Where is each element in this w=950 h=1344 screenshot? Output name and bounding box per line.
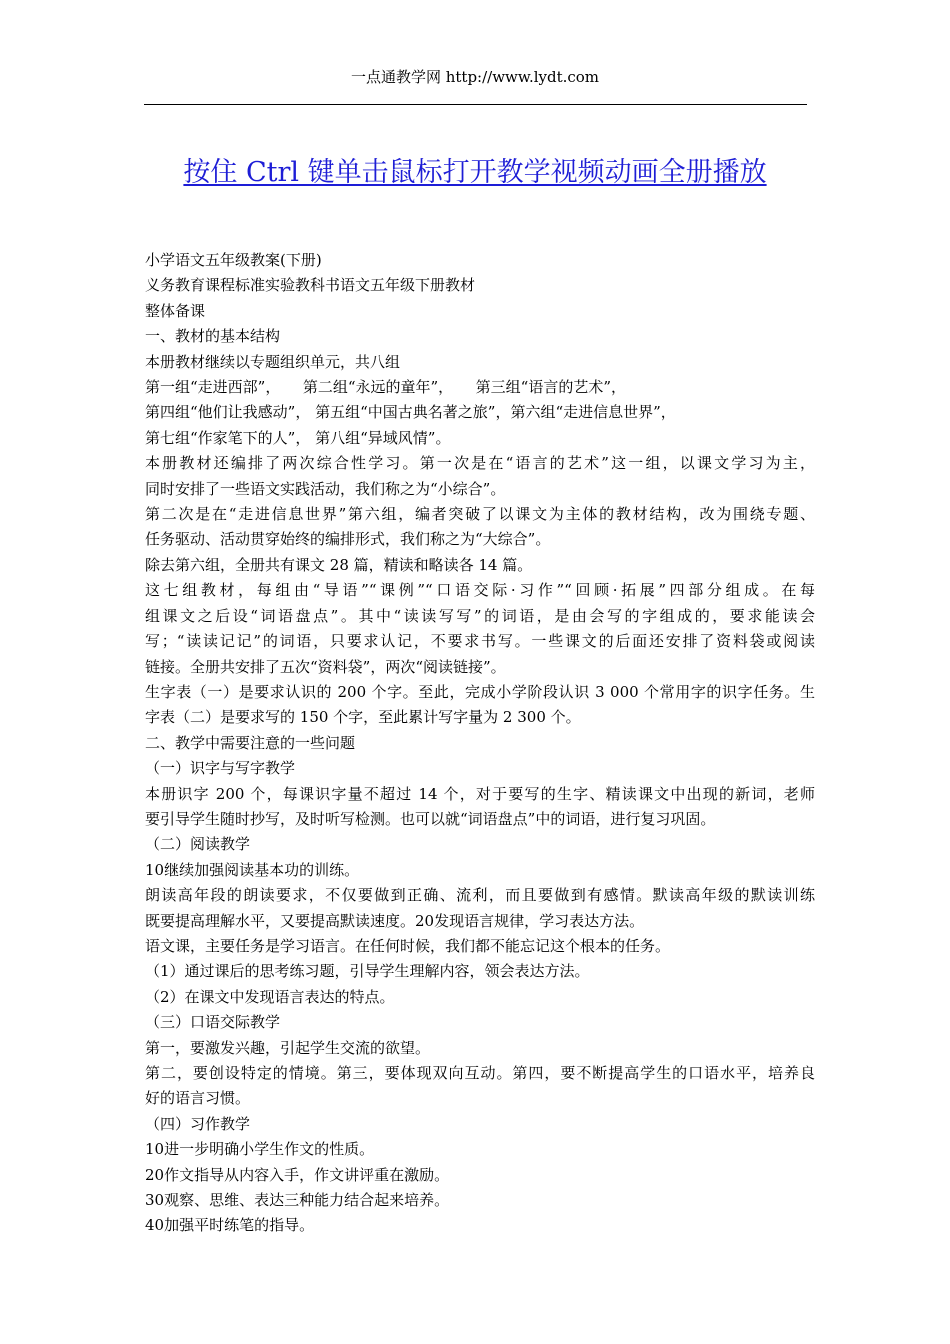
section-heading: 一、教材的基本结构 <box>145 327 281 346</box>
text-line: 好的语言习惯。 <box>145 1089 251 1108</box>
text-line: 生字表（一）是要求认识的 200 个字。至此，完成小学阶段认识 3 000 个常用字的识字任务。生 <box>145 682 815 701</box>
video-playback-link[interactable]: 按住 Ctrl 键单击鼠标打开教学视频动画全册播放 <box>183 157 767 188</box>
text-line: 第四组“他们让我感动”， 第五组“中国古典名著之旅”，第六组“走进信息世界”， <box>145 403 676 422</box>
text-line: 写；“读读记记”的词语，只要求认记，不要求书写。一些课文的后面还安排了资料袋或阅读 <box>145 632 815 651</box>
text-line: 同时安排了一些语文实践活动，我们称之为“小综合”。 <box>145 479 506 498</box>
text-line: 第一，要激发兴趣，引起学生交流的欲望。 <box>145 1038 431 1057</box>
text-line: 朗读高年段的朗读要求，不仅要做到正确、流利，而且要做到有感情。默读高年级的默读训练 <box>145 886 815 905</box>
text-line: 既要提高理解水平，又要提高默读速度。20发现语言规律，学习表达方法。 <box>145 911 645 930</box>
text-line: 要引导学生随时抄写，及时听写检测。也可以就“词语盘点”中的词语，进行复习巩固。 <box>145 809 716 828</box>
text-line: 30观察、思维、表达三种能力结合起来培养。 <box>145 1191 450 1210</box>
text-line: 10进一步明确小学生作文的性质。 <box>145 1140 375 1159</box>
text-line: 本册教材继续以专题组织单元，共八组 <box>145 352 401 371</box>
text-line: 本册识字 200 个，每课识字量不超过 14 个，对于要写的生字、精读课文中出现的新词，老师 <box>145 784 815 803</box>
text-line: 第一组“走进西部”， 第二组“永远的童年”， 第三组“语言的艺术”， <box>145 378 627 397</box>
subsection-heading: （三）口语交际教学 <box>145 1013 281 1032</box>
section-heading: 整体备课 <box>145 301 206 320</box>
doc-subtitle: 义务教育课程标准实验教科书语文五年级下册教材 <box>145 276 476 295</box>
text-line: 40加强平时练笔的指导。 <box>145 1216 315 1235</box>
video-banner <box>0 154 950 192</box>
text-line: 第七组“作家笔下的人”， 第八组“异域风情”。 <box>145 428 451 447</box>
text-line: 字表（二）是要求写的 150 个字，至此累计写字量为 2 300 个。 <box>145 708 581 727</box>
text-line: 语文课，主要任务是学习语言。在任何时候，我们都不能忘记这个根本的任务。 <box>145 936 671 955</box>
subsection-heading: （四）习作教学 <box>145 1114 251 1133</box>
subsection-heading: （一）识字与写字教学 <box>145 759 296 778</box>
header-text: 一点通教学网 http://www.lydt.com <box>350 68 600 86</box>
subsection-heading: （二）阅读教学 <box>145 835 251 854</box>
text-line: 任务驱动、活动贯穿始终的编排形式，我们称之为“大综合”。 <box>145 530 551 549</box>
header-divider <box>144 104 807 105</box>
text-line: 10继续加强阅读基本功的训练。 <box>145 860 360 879</box>
text-line: 第二，要创设特定的情境。第三，要体现双向互动。第四，要不断提高学生的口语水平，培养良 <box>145 1064 815 1082</box>
text-line: 除去第六组，全册共有课文 28 篇，精读和略读各 14 篇。 <box>145 555 533 574</box>
document-body <box>145 248 815 1239</box>
text-line: 第二次是在“走进信息世界”第六组，编者突破了以课文为主体的教材结构，改为围绕专题、 <box>145 505 815 524</box>
text-line: 链接。全册共安排了五次“资料袋”，两次“阅读链接”。 <box>145 657 506 676</box>
text-line: （1）通过课后的思考练习题，引导学生理解内容，领会表达方法。 <box>145 962 590 981</box>
text-line: 20作文指导从内容入手，作文讲评重在激励。 <box>145 1165 450 1184</box>
doc-title: 小学语文五年级教案(下册) <box>145 251 322 269</box>
text-line: 本册教材还编排了两次综合性学习。第一次是在“语言的艺术”这一组，以课文学习为主， <box>145 454 815 473</box>
text-line: 组课文之后设“词语盘点”。其中“读读写写”的词语，是由会写的字组成的，要求能读会 <box>145 606 815 625</box>
page-header <box>0 66 950 88</box>
text-line: （2）在课文中发现语言表达的特点。 <box>145 987 395 1006</box>
section-heading: 二、教学中需要注意的一些问题 <box>145 733 356 752</box>
text-line: 这七组教材，每组由“导语”“课例”“口语交际·习作”“回顾·拓展”四部分组成。在每 <box>145 581 815 600</box>
